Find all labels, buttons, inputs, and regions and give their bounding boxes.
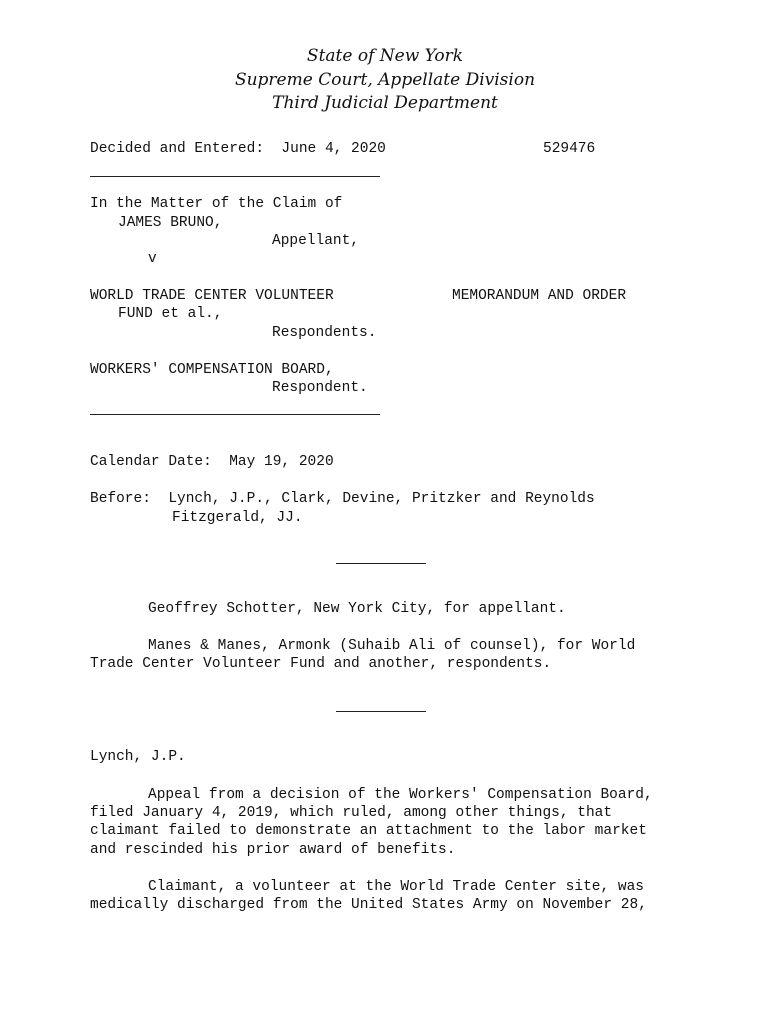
caption-matter: In the Matter of the Claim of bbox=[90, 196, 343, 212]
opinion-paragraph-line: Claimant, a volunteer at the World Trade Center site, was bbox=[148, 879, 644, 895]
court-name: Supreme Court, Appellate Division bbox=[234, 70, 536, 90]
court-state: State of New York bbox=[306, 46, 464, 66]
caption-board-respondent: Respondent. bbox=[272, 380, 368, 396]
opinion-paragraph-line: Appeal from a decision of the Workers' Compensation Board, bbox=[148, 787, 653, 803]
calendar-date: Calendar Date: May 19, 2020 bbox=[90, 454, 334, 470]
docket-number: 529476 bbox=[543, 141, 596, 157]
caption-versus: v bbox=[148, 251, 157, 267]
section-divider bbox=[336, 563, 426, 564]
counsel-respondents: Manes & Manes, Armonk (Suhaib Ali of counsel), for World bbox=[148, 638, 636, 654]
caption-fund-cont: FUND et al., bbox=[118, 306, 223, 322]
court-department: Third Judicial Department bbox=[272, 93, 498, 113]
opinion-paragraph-line: claimant failed to demonstrate an attachment to the labor market bbox=[90, 823, 647, 839]
counsel-respondents-cont: Trade Center Volunteer Fund and another, respondents. bbox=[90, 656, 552, 672]
before-panel: Before: Lynch, J.P., Clark, Devine, Pritzker and Reynolds bbox=[90, 491, 595, 507]
section-divider-2 bbox=[336, 711, 426, 712]
caption-board: WORKERS' COMPENSATION BOARD, bbox=[90, 362, 334, 378]
before-panel-cont: Fitzgerald, JJ. bbox=[172, 510, 303, 526]
opinion-paragraph-line: medically discharged from the United States Army on November 28, bbox=[90, 897, 647, 913]
caption-respondents: Respondents. bbox=[272, 325, 377, 341]
opinion-author: Lynch, J.P. bbox=[90, 749, 186, 765]
caption-appellant: Appellant, bbox=[272, 233, 360, 249]
memorandum-heading: MEMORANDUM AND ORDER bbox=[452, 288, 627, 304]
caption-bottom-rule bbox=[90, 414, 380, 415]
counsel-appellant: Geoffrey Schotter, New York City, for appellant. bbox=[148, 601, 566, 617]
caption-top-rule bbox=[90, 176, 380, 177]
opinion-paragraph-line: filed January 4, 2019, which ruled, among other things, that bbox=[90, 805, 613, 821]
caption-claimant: JAMES BRUNO, bbox=[118, 215, 223, 231]
caption-respondent-fund: WORLD TRADE CENTER VOLUNTEER bbox=[90, 288, 334, 304]
opinion-paragraph-line: and rescinded his prior award of benefits. bbox=[90, 842, 456, 858]
decided-date: Decided and Entered: June 4, 2020 bbox=[90, 141, 386, 157]
